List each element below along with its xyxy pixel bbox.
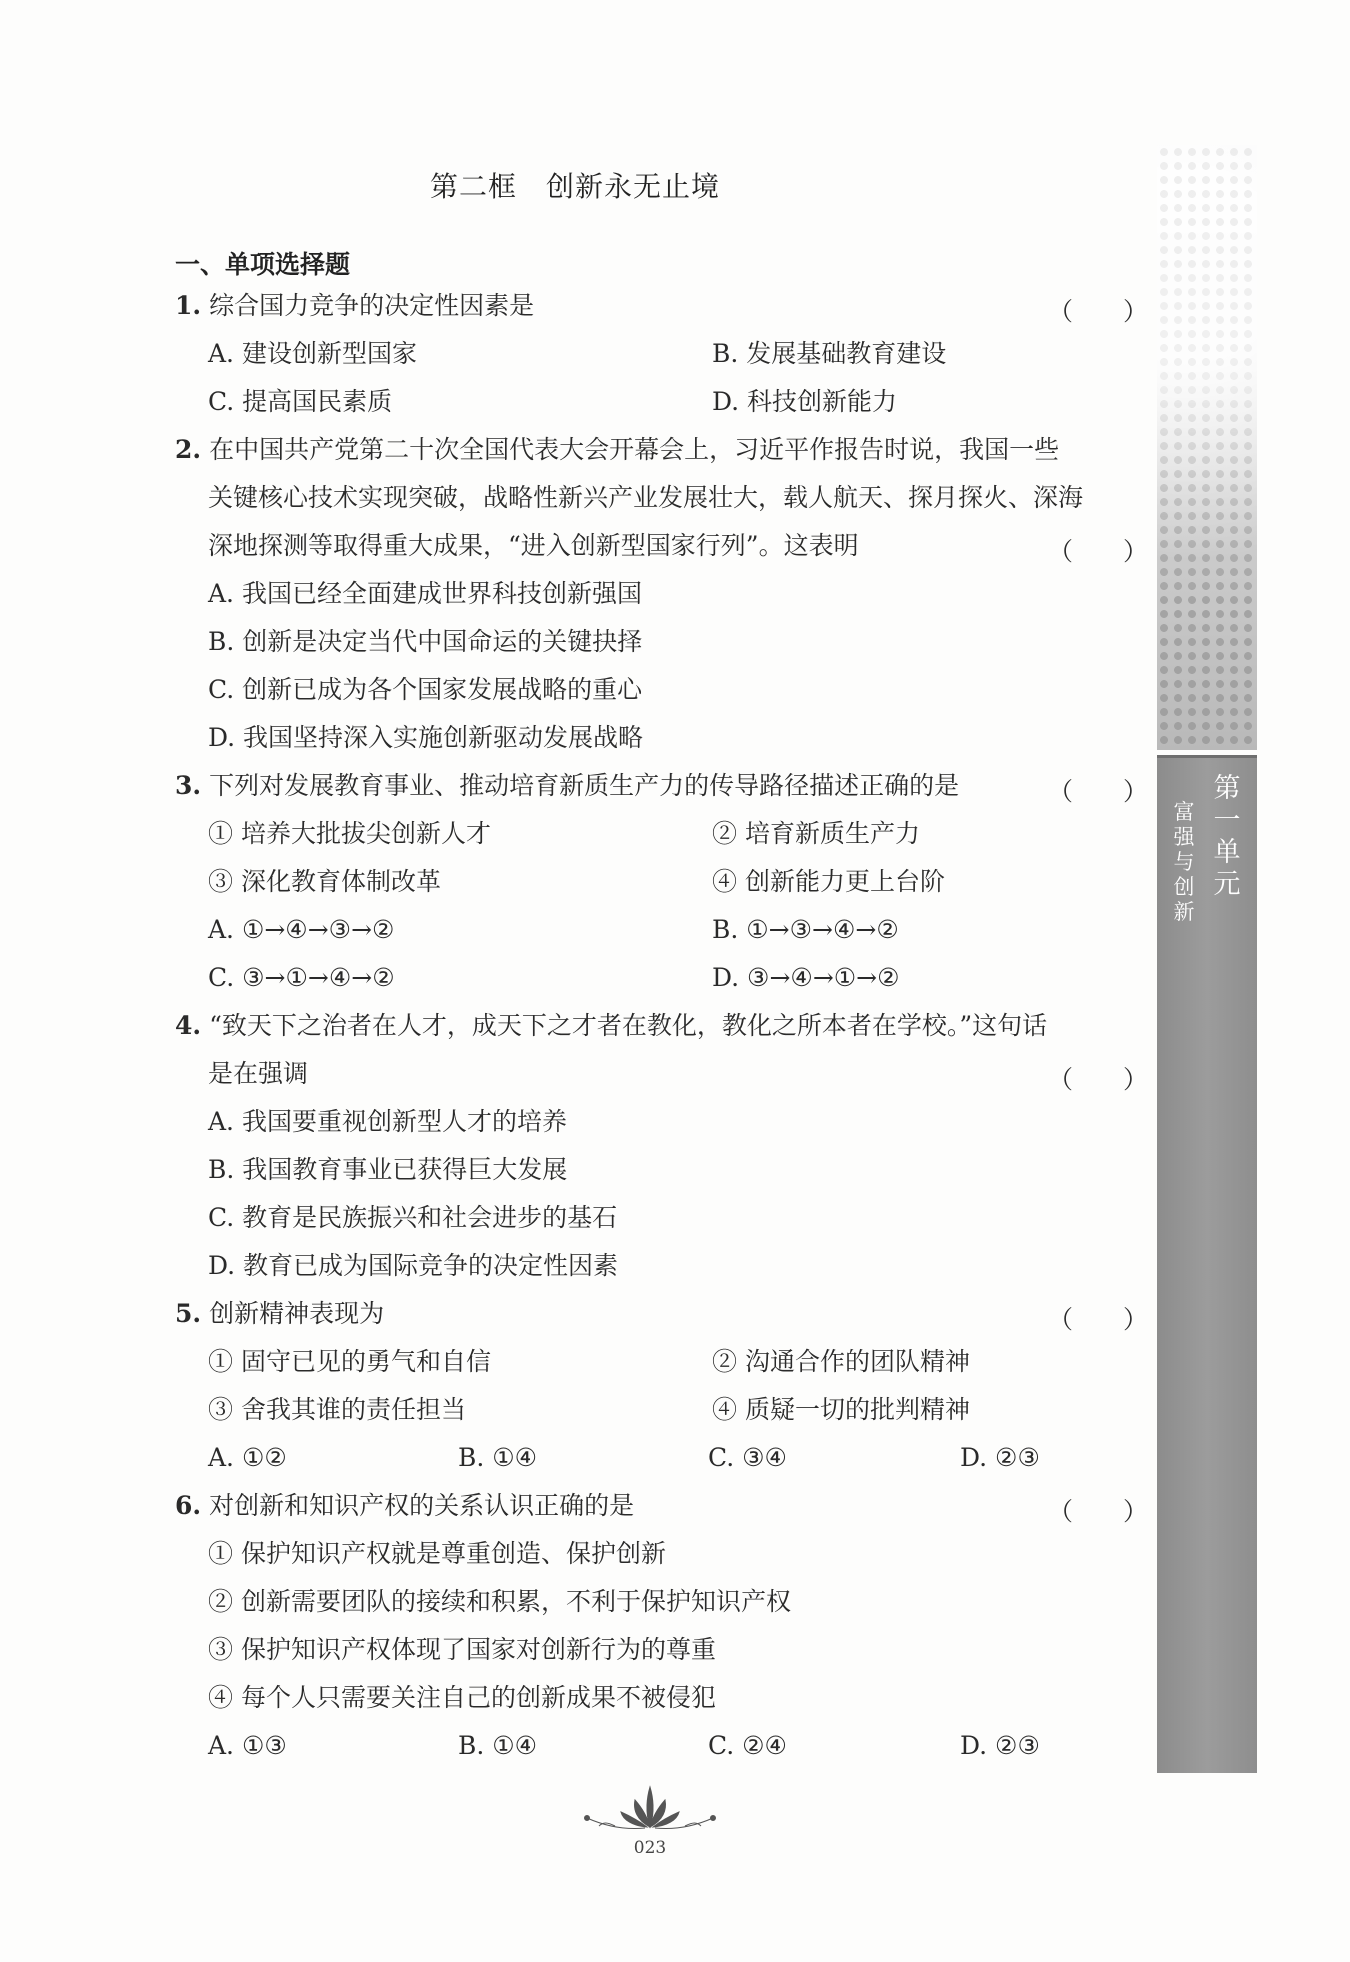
question-number: 3. bbox=[175, 771, 202, 800]
statement-1: ① 保护知识产权就是尊重创造、保护创新 bbox=[208, 1539, 666, 1568]
question-2-stem-line-3: 深地探测等取得重大成果，“进入创新型国家行列”。这表明 bbox=[208, 531, 859, 560]
option-c: C. ③④ bbox=[708, 1443, 787, 1472]
question-1-stem: 1. 综合国力竞争的决定性因素是 bbox=[175, 291, 535, 320]
option-a: A. ①② bbox=[208, 1443, 287, 1472]
question-number: 6. bbox=[175, 1491, 202, 1520]
question-5-stem: 5. 创新精神表现为 bbox=[175, 1299, 385, 1328]
option-d: D. 我国坚持深入实施创新驱动发展战略 bbox=[208, 723, 644, 752]
question-6-stem: 6. 对创新和知识产权的关系认识正确的是 bbox=[175, 1491, 635, 1520]
option-c: C. ③→①→④→② bbox=[208, 963, 395, 992]
statement-1: ① 培养大批拔尖创新人才 bbox=[208, 819, 491, 848]
option-b: B. ①→③→④→② bbox=[712, 915, 899, 944]
page-title: 第二框 创新永无止境 bbox=[429, 170, 720, 203]
option-a: A. ①③ bbox=[208, 1731, 287, 1760]
answer-bracket-6[interactable]: （ ） bbox=[1048, 1497, 1149, 1526]
question-number: 5. bbox=[175, 1299, 202, 1328]
answer-bracket-2[interactable]: （ ） bbox=[1048, 537, 1149, 566]
option-d: D. ③→④→①→② bbox=[712, 963, 900, 992]
answer-bracket-4[interactable]: （ ） bbox=[1048, 1065, 1149, 1094]
option-a: A. ①→④→③→② bbox=[208, 915, 395, 944]
question-3-stem: 3. 下列对发展教育事业、推动培育新质生产力的传导路径描述正确的是 bbox=[175, 771, 960, 800]
option-a: A. 我国已经全面建成世界科技创新强国 bbox=[208, 579, 642, 608]
question-number: 4. bbox=[175, 1011, 202, 1040]
option-c: C. 创新已成为各个国家发展战略的重心 bbox=[208, 675, 643, 704]
section-heading: 一、单项选择题 bbox=[175, 250, 351, 279]
page-number: 023 bbox=[633, 1838, 667, 1858]
unit-tab-subtitle: 富强与创新 bbox=[1173, 800, 1195, 924]
statement-3: ③ 深化教育体制改革 bbox=[208, 867, 441, 896]
statement-4: ④ 每个人只需要关注自己的创新成果不被侵犯 bbox=[208, 1683, 716, 1712]
answer-bracket-3[interactable]: （ ） bbox=[1048, 777, 1149, 806]
option-b: B. 创新是决定当代中国命运的关键抉择 bbox=[208, 627, 643, 656]
option-d: D. ②③ bbox=[960, 1443, 1040, 1472]
option-c: C. 提高国民素质 bbox=[208, 387, 393, 416]
statement-2: ② 创新需要团队的接续和积累，不利于保护知识产权 bbox=[208, 1587, 791, 1616]
option-d: D. 教育已成为国际竞争的决定性因素 bbox=[208, 1251, 619, 1280]
floral-ornament-icon bbox=[575, 1782, 725, 1832]
statement-2: ② 培育新质生产力 bbox=[712, 819, 920, 848]
option-b: B. ①④ bbox=[458, 1443, 538, 1472]
option-d: D. ②③ bbox=[960, 1731, 1040, 1760]
option-a: A. 我国要重视创新型人才的培养 bbox=[208, 1107, 567, 1136]
question-number: 2. bbox=[175, 435, 202, 464]
unit-tab-title: 第一单元 bbox=[1213, 773, 1241, 900]
statement-3: ③ 保护知识产权体现了国家对创新行为的尊重 bbox=[208, 1635, 716, 1664]
option-c: C. ②④ bbox=[708, 1731, 787, 1760]
side-decoration-halftone bbox=[1157, 145, 1257, 750]
statement-3: ③ 舍我其谁的责任担当 bbox=[208, 1395, 466, 1424]
question-4-stem-line-2: 是在强调 bbox=[208, 1059, 309, 1088]
option-b: B. 我国教育事业已获得巨大发展 bbox=[208, 1155, 568, 1184]
question-number: 1. bbox=[175, 291, 202, 320]
answer-bracket-5[interactable]: （ ） bbox=[1048, 1305, 1149, 1334]
option-a: A. 建设创新型国家 bbox=[208, 339, 417, 368]
statement-4: ④ 创新能力更上台阶 bbox=[712, 867, 945, 896]
question-2-stem-line-1: 2. 在中国共产党第二十次全国代表大会开幕会上，习近平作报告时说，我国一些 bbox=[175, 435, 1060, 464]
option-d: D. 科技创新能力 bbox=[712, 387, 898, 416]
statement-4: ④ 质疑一切的批判精神 bbox=[712, 1395, 970, 1424]
option-b: B. ①④ bbox=[458, 1731, 538, 1760]
question-4-stem-line-1: 4. “致天下之治者在人才，成天下之才者在教化，教化之所本者在学校。”这句话 bbox=[175, 1011, 1048, 1040]
question-2-stem-line-2: 关键核心技术实现突破，战略性新兴产业发展壮大，载人航天、探月探火、深海 bbox=[208, 483, 1084, 512]
statement-2: ② 沟通合作的团队精神 bbox=[712, 1347, 970, 1376]
option-c: C. 教育是民族振兴和社会进步的基石 bbox=[208, 1203, 618, 1232]
statement-1: ① 固守已见的勇气和自信 bbox=[208, 1347, 491, 1376]
answer-bracket-1[interactable]: （ ） bbox=[1048, 297, 1149, 326]
option-b: B. 发展基础教育建设 bbox=[712, 339, 947, 368]
